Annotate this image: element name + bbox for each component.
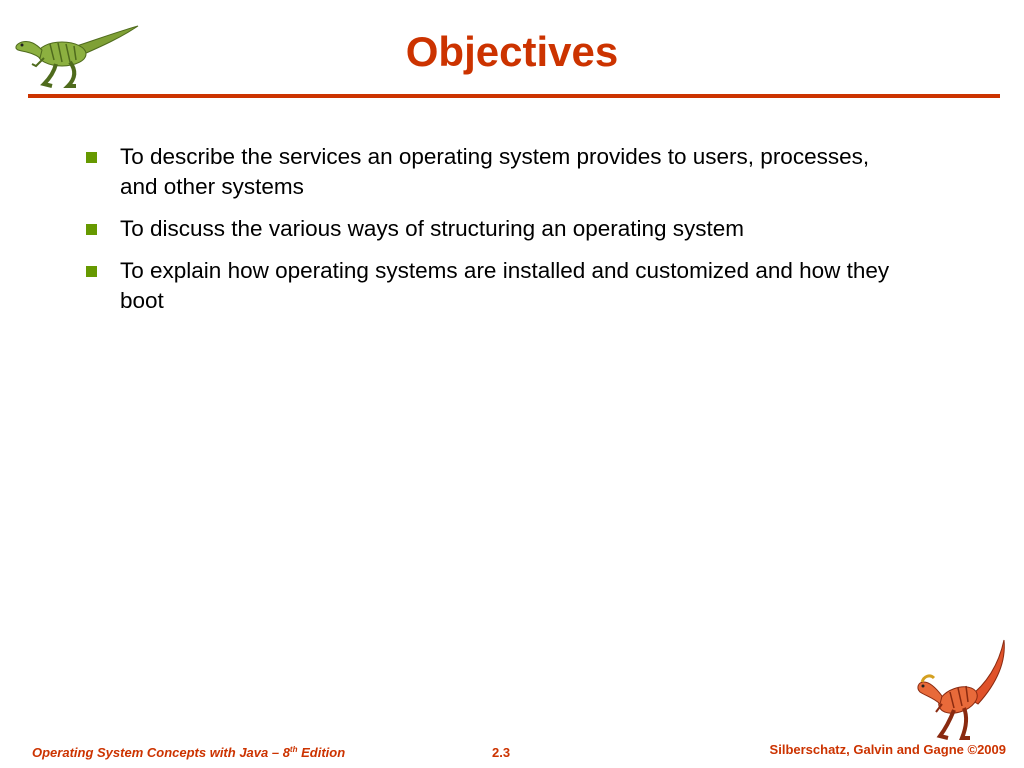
list-item-text: To describe the services an operating system provides to users, processes, and other systems xyxy=(120,144,870,199)
list-item-text: To explain how operating systems are installed and customized and how they boot xyxy=(120,258,890,313)
footer-book-prefix: Operating System Concepts with Java – 8 xyxy=(32,745,290,760)
red-dinosaur-icon xyxy=(906,638,1010,742)
list-item xyxy=(86,214,906,244)
list-item-text: To discuss the various ways of structuring an operating system xyxy=(120,216,745,241)
slide-title: Objectives xyxy=(405,28,619,75)
list-item xyxy=(86,256,906,316)
square-bullet-icon xyxy=(86,266,97,277)
square-bullet-icon xyxy=(86,224,97,235)
title-divider xyxy=(28,94,1000,98)
objectives-list xyxy=(86,142,906,328)
square-bullet-icon xyxy=(86,152,97,163)
footer-copyright: Silberschatz, Galvin and Gagne ©2009 xyxy=(769,742,1006,757)
footer-book-suffix: Edition xyxy=(297,745,346,760)
list-item xyxy=(86,142,906,202)
footer-book-title xyxy=(32,745,345,760)
footer-book-sup: th xyxy=(289,745,298,754)
footer-page-number: 2.3 xyxy=(492,745,511,760)
